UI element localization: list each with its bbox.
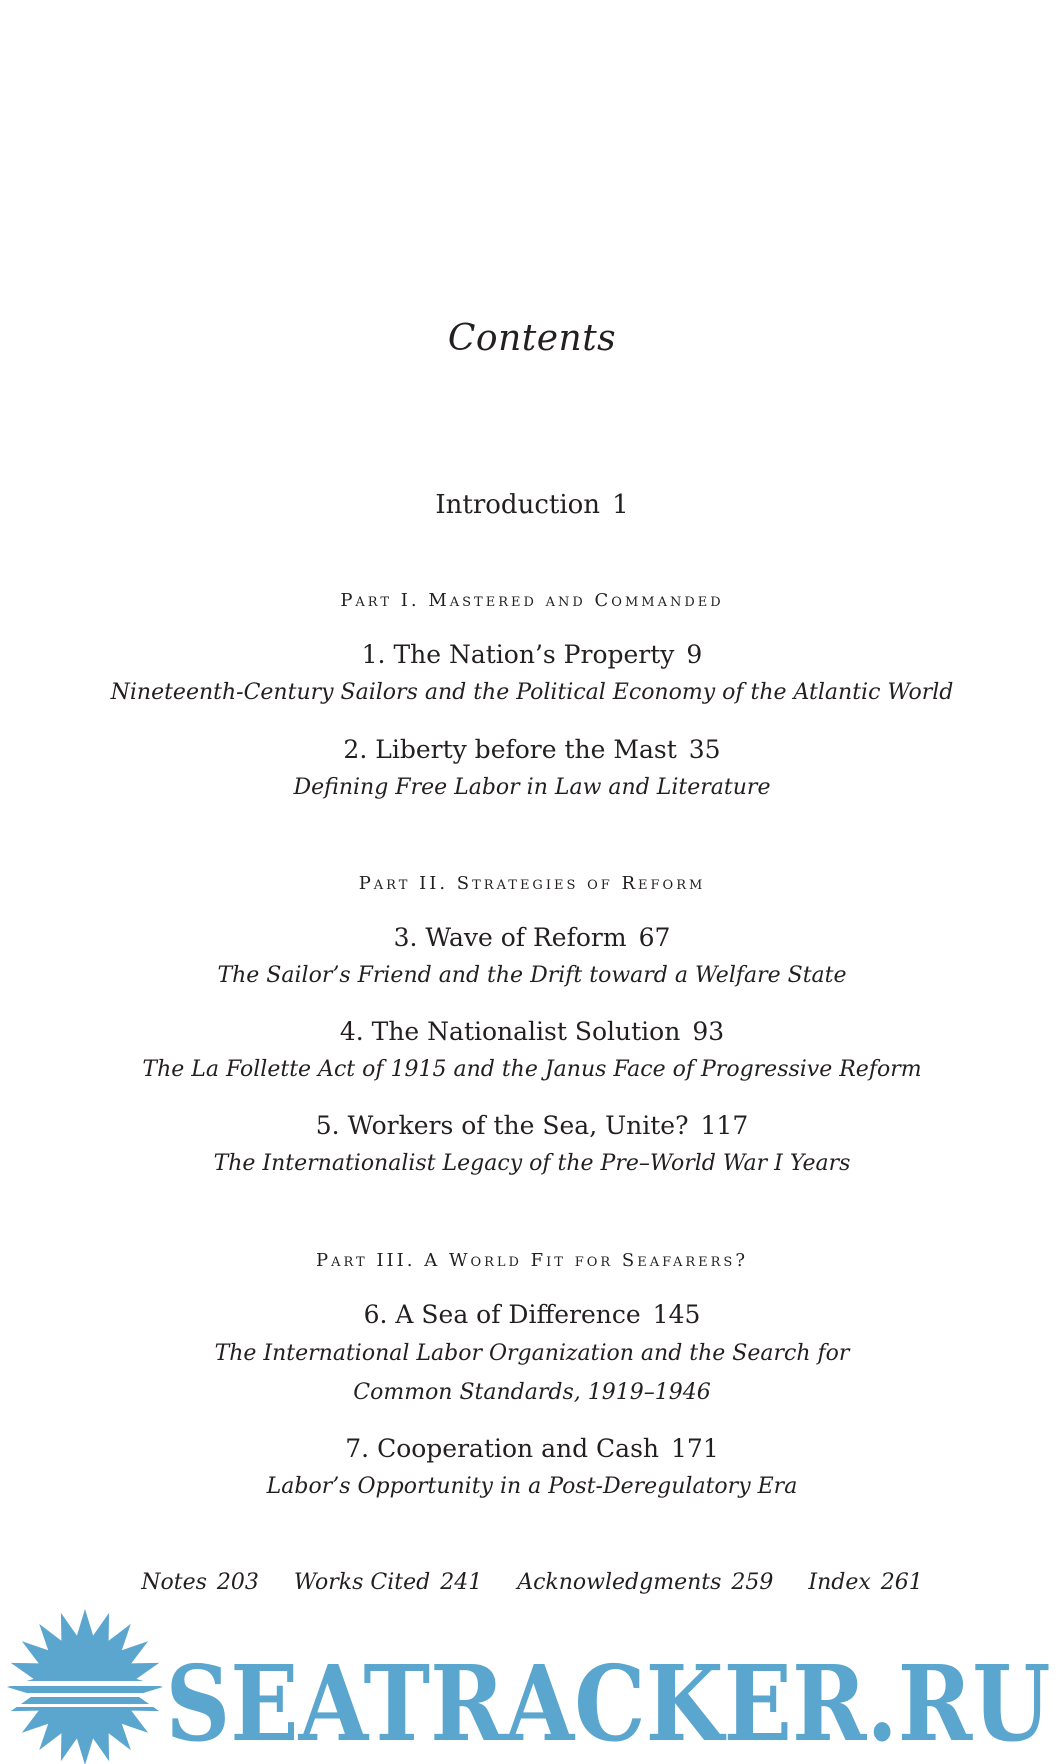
chapter-subtitle: The International Labor Organization and the Search for — [214, 1341, 850, 1366]
toc-works-cited[interactable] — [294, 1570, 482, 1595]
chapter-subtitle: Nineteenth-Century Sailors and the Political Economy of the Atlantic World — [110, 680, 954, 705]
chapter-page: 93 — [692, 1017, 725, 1046]
acknowledgments-page: 259 — [731, 1570, 774, 1595]
chapter-title: 2. Liberty before the Mast — [343, 735, 677, 764]
back-matter-line — [0, 1570, 1064, 1595]
chapter-title: 5. Workers of the Sea, Unite? — [315, 1111, 689, 1140]
chapter-page: 35 — [688, 735, 721, 764]
chapter-title: 4. The Nationalist Solution — [339, 1017, 681, 1046]
chapter-page: 171 — [671, 1434, 719, 1463]
acknowledgments-label: Acknowledgments — [517, 1570, 722, 1595]
chapter-subtitle-continued: Common Standards, 1919–1946 — [353, 1380, 711, 1405]
toc-chapter-1[interactable] — [0, 640, 1064, 669]
toc-introduction-label: Introduction — [435, 490, 601, 520]
chapter-subtitle: The Internationalist Legacy of the Pre–World War I Years — [213, 1151, 851, 1176]
toc-introduction[interactable] — [0, 490, 1064, 520]
watermark-text: SEATRACKER.RU — [165, 1642, 1051, 1764]
chapter-title: 1. The Nation’s Property — [361, 640, 675, 669]
chapter-title: 3. Wave of Reform — [393, 923, 627, 952]
toc-acknowledgments[interactable] — [517, 1570, 773, 1595]
chapter-page: 67 — [638, 923, 671, 952]
chapter-subtitle: Defining Free Labor in Law and Literature — [293, 775, 771, 800]
index-label: Index — [808, 1570, 871, 1595]
toc-chapter-2[interactable] — [0, 735, 1064, 764]
works-cited-page: 241 — [440, 1570, 483, 1595]
chapter-page: 9 — [686, 640, 703, 669]
toc-chapter-6[interactable] — [0, 1300, 1064, 1329]
works-cited-label: Works Cited — [293, 1570, 431, 1595]
notes-page: 203 — [216, 1570, 259, 1595]
sun-logo-icon — [0, 1609, 170, 1764]
toc-index[interactable] — [808, 1570, 922, 1595]
chapter-subtitle: Labor’s Opportunity in a Post-Deregulatory Era — [266, 1474, 798, 1499]
toc-notes[interactable] — [141, 1570, 259, 1595]
chapter-title: 7. Cooperation and Cash — [345, 1434, 660, 1463]
chapter-title: 6. A Sea of Difference — [363, 1300, 641, 1329]
toc-chapter-3[interactable] — [0, 923, 1064, 952]
part-1-heading: Part I. Mastered and Commanded — [340, 590, 724, 611]
index-page: 261 — [880, 1570, 923, 1595]
part-3-heading: Part III. A World Fit for Seafarers? — [316, 1250, 748, 1271]
toc-chapter-4[interactable] — [0, 1017, 1064, 1046]
watermark — [0, 1605, 1064, 1764]
toc-chapter-7[interactable] — [0, 1434, 1064, 1463]
chapter-page: 145 — [652, 1300, 701, 1329]
watermark-graphic — [0, 1605, 1064, 1764]
chapter-subtitle: The La Follette Act of 1915 and the Janus Face of Progressive Reform — [142, 1057, 922, 1082]
chapter-subtitle: The Sailor’s Friend and the Drift toward a Welfare State — [217, 963, 847, 988]
toc-chapter-5[interactable] — [0, 1111, 1064, 1140]
page-title: Contents — [447, 318, 617, 359]
chapter-page: 117 — [700, 1111, 749, 1140]
toc-introduction-page: 1 — [612, 490, 629, 520]
part-2-heading: Part II. Strategies of Reform — [358, 873, 706, 894]
notes-label: Notes — [141, 1570, 207, 1595]
